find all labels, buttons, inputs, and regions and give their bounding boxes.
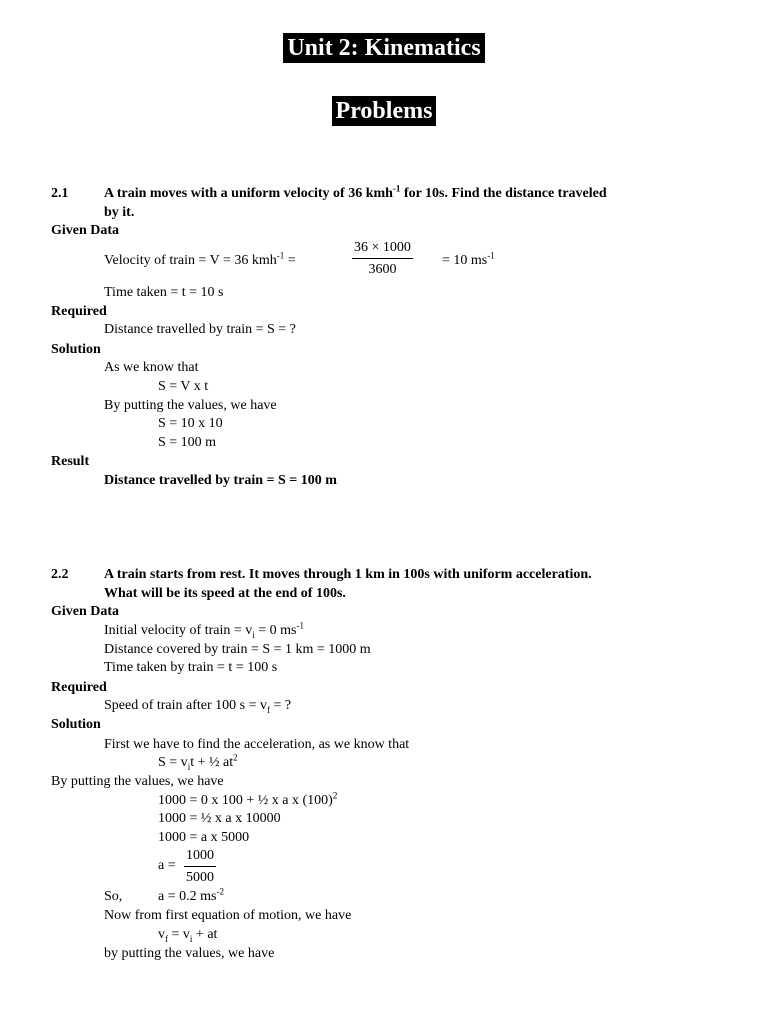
formula: $S = v_it$ + ½ $at^2$ bbox=[158, 752, 238, 772]
velocity-result: = 10 $ms^{-1}$ bbox=[442, 250, 495, 268]
acceleration-result: a = 0.2 $ms^{-2}$ bbox=[158, 886, 224, 904]
problem-statement: A train starts from rest. It moves through 1 km in 100s with uniform acceleration. bbox=[104, 567, 592, 582]
result-heading: Result bbox=[51, 454, 90, 469]
solution-line: As we know that bbox=[104, 360, 199, 375]
required-text: Distance travelled by train = S = ? bbox=[104, 322, 296, 337]
given-line: Distance covered by train = S = 1 km = 1000 m bbox=[104, 642, 371, 657]
section-title: Problems bbox=[0, 96, 768, 126]
given-line: Time taken by train = t = 100 s bbox=[104, 660, 278, 675]
problem-number: 2.2 bbox=[51, 567, 69, 582]
required-text: Speed of train after 100 $s = v_f$ = ? bbox=[104, 698, 292, 715]
solution-heading: Solution bbox=[51, 342, 101, 357]
problem-statement: A train moves with a uniform velocity of 36 kmh$^{-1}$ for 10s. Find the distance traveled bbox=[104, 183, 607, 201]
result-text: Distance travelled by train = S = 100 m bbox=[104, 473, 337, 488]
problem-statement-cont: What will be its speed at the end of 100s. bbox=[104, 586, 346, 601]
solution-line: First we have to find the acceleration, as we know that bbox=[104, 737, 410, 752]
equation: 1000 = a x 5000 bbox=[158, 830, 250, 845]
required-heading: Required bbox=[51, 680, 107, 695]
formula: S = V x t bbox=[158, 379, 209, 394]
equation: 1000 = ½ x a x 10000 bbox=[158, 811, 281, 826]
acceleration-fraction bbox=[184, 848, 216, 886]
fraction-numerator: 1000 bbox=[184, 848, 216, 867]
equation-lhs: a = bbox=[158, 858, 176, 873]
required-heading: Required bbox=[51, 304, 107, 319]
problem-number: 2.1 bbox=[51, 186, 69, 201]
solution-line: Now from first equation of motion, we have bbox=[104, 908, 352, 923]
fraction-denominator: 3600 bbox=[368, 262, 397, 277]
time-given: Time taken = t = 10 s bbox=[104, 285, 224, 300]
given-data-heading: Given Data bbox=[51, 223, 120, 238]
solution-line: By putting the values, we have bbox=[104, 398, 277, 413]
solution-line: By putting the values, we have bbox=[51, 774, 224, 789]
given-line: Initial velocity of train = $v_i = 0$ $ms^{-1}$ bbox=[104, 620, 304, 640]
velocity-fraction bbox=[352, 240, 413, 278]
fraction-numerator: 36 × 1000 bbox=[352, 240, 413, 259]
equation: 1000 = 0 x 100 + ½ x a x $(100)^2$ bbox=[158, 790, 338, 808]
unit-title: Unit 2: Kinematics bbox=[0, 33, 768, 63]
solution-heading: Solution bbox=[51, 717, 101, 732]
equation: S = 100 m bbox=[158, 435, 217, 450]
formula: $v_f = v_i$ + at bbox=[158, 927, 218, 944]
velocity-given: Velocity of train = V = 36 kmh$^{-1}$ = bbox=[104, 250, 296, 268]
so-label: So, bbox=[104, 889, 123, 904]
problem-statement-cont: by it. bbox=[104, 205, 135, 220]
fraction-denominator: 5000 bbox=[186, 870, 214, 885]
given-data-heading: Given Data bbox=[51, 604, 120, 619]
solution-line: by putting the values, we have bbox=[104, 946, 275, 961]
equation: S = 10 x 10 bbox=[158, 416, 223, 431]
